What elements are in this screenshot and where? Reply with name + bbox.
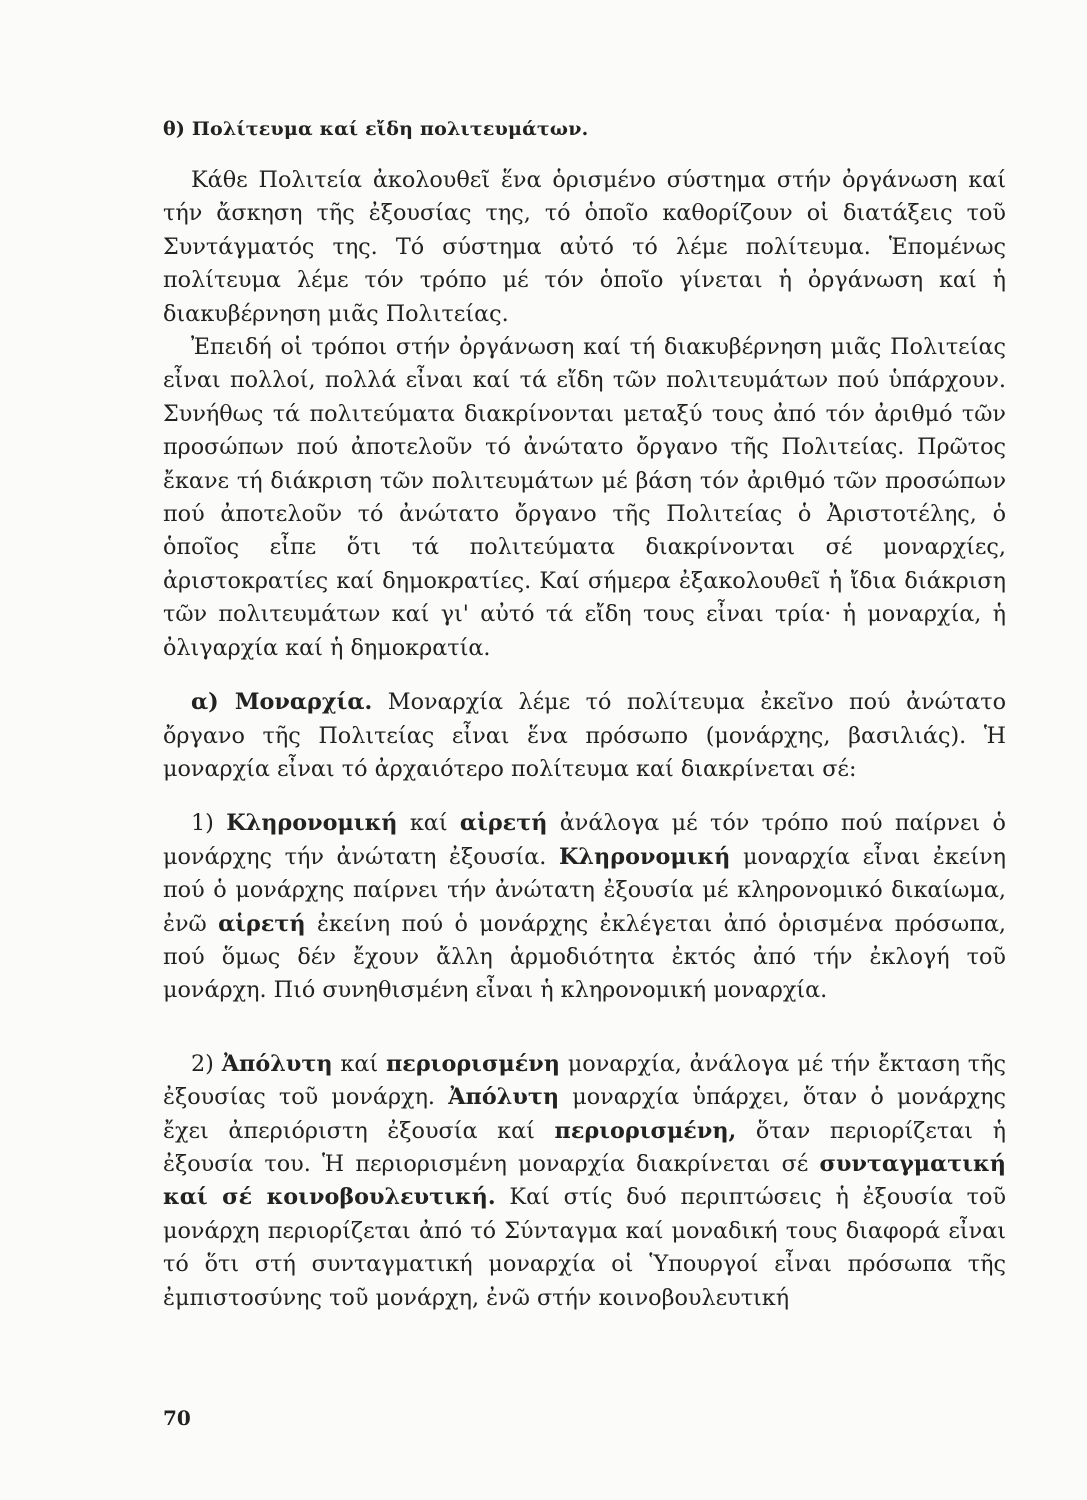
paragraph-monarchy (163, 686, 1006, 786)
page-number: 70 (163, 1406, 191, 1430)
paragraph-absolute-limited (163, 1048, 1006, 1315)
page-content (163, 118, 1006, 1315)
text-span: ἀνάλογα μέ τόν τρόπο πού παίρνει ὁ μονάρχης τήν ἀνώτατη ἐξουσία. (163, 810, 1006, 870)
term-absolute: Ἀπόλυτη (221, 1050, 333, 1077)
term-limited-2: περιορισμένη, (554, 1117, 737, 1144)
text-span: ἐκείνη πού ὁ μονάρχης ἐκλέγεται ἀπό ὁρισμένα πρόσωπα, πού ὅμως δέν ἔχουν ἄλλη ἁρμοδιότητα ἐκτός ἀπό τήν ἐκλογή τοῦ μονάρχη. Πιό συνηθισμένη εἶναι ἡ κληρονομική μοναρχία. (163, 910, 1006, 1004)
paragraph-definition: Κάθε Πολιτεία ἀκολουθεῖ ἕνα ὁρισμένο σύστημα στήν ὀργάνωση καί τήν ἄσκηση τῆς ἐξουσίας της, τό ὁποῖο καθορίζουν οἱ διατάξεις τοῦ Συντάγματός της. Τό σύστημα αὐτό τό λέμε πολίτευμα. Ἑπομένως πολίτευμα λέμε τόν τρόπο μέ τόν ὁποῖο γίνεται ἡ ὀργάνωση καί ἡ διακυβέρνηση μιᾶς Πολιτείας. (163, 167, 1006, 327)
term-elective-2: αἱρετή (218, 910, 306, 937)
monarchy-text: Μοναρχία λέμε τό πολίτευμα ἐκεῖνο πού ἀνώτατο ὄργανο τῆς Πολιτείας εἶναι ἕνα πρόσωπο (μονάρχης, βασιλιάς). Ἡ μοναρχία εἶναι τό ἀρχαιότερο πολίτευμα καί διακρίνεται σέ: (163, 689, 1007, 782)
text-span: καί (409, 810, 448, 837)
paragraph-types: Ἐπειδή οἱ τρόποι στήν ὀργάνωση καί τή διακυβέρνηση μιᾶς Πολιτείας εἶναι πολλοί, πολλά εἶναι καί τά εἴδη τῶν πολιτευμάτων πού ὑπάρχουν. Συνήθως τά πολιτεύματα διακρίνονται μεταξύ τους ἀπό τόν ἀριθμό τῶν προσώπων πού ἀποτελοῦν τό ἀνώτατο ὄργανο τῆς Πολιτείας. Πρῶτος ἔκανε τή διάκριση τῶν πολιτευμάτων μέ βάση τόν ἀριθμό τῶν προσώπων πού ἀποτελοῦν τό ἀνώτατο ὄργανο τῆς Πολιτείας ὁ Ἀριστοτέλης, ὁ ὁποῖος εἶπε ὅτι τά πολιτεύματα διακρίνονται σέ μοναρχίες, ἀριστοκρατίες καί δημοκρατίες. Καί σήμερα ἐξακολουθεῖ ἡ ἴδια διάκριση τῶν πολιτευμάτων καί γι' αὐτό τά εἴδη τους εἶναι τρία· ἡ μοναρχία, ἡ ὀλιγαρχία καί ἡ δημοκρατία. (163, 334, 1006, 661)
monarchy-label: α) Μοναρχία. (191, 689, 373, 716)
term-limited: περιορισμένη (385, 1050, 560, 1077)
text-span: Καί στίς δυό περιπτώσεις ἡ ἐξουσία τοῦ μονάρχη περιορίζεται ἀπό τό Σύνταγμα καί μοναδική τους διαφορά εἶναι τό ὅτι στή συνταγματική μοναρχία οἱ Ὑπουργοί εἶναι πρόσωπα τῆς ἐμπιστοσύνης τοῦ μονάρχη, ἐνῶ στήν κοινοβουλευτική (163, 1184, 1006, 1311)
text-span: μοναρχία, ἀνάλογα μέ τήν ἔκταση τῆς ἐξουσίας τοῦ μονάρχη. (163, 1050, 1006, 1111)
term-elective: αἱρετή (459, 810, 548, 837)
text-span: μοναρχία εἶναι ἐκείνη πού ὁ μονάρχης παίρνει τήν ἀνώτατη ἐξουσία μέ κληρονομικό δικαίωμα, ἐνῶ (163, 843, 1007, 937)
term-absolute-2: Ἀπόλυτη (448, 1084, 560, 1111)
paragraph-hereditary-elective (163, 807, 1006, 1007)
item-number-2: 2) (191, 1050, 214, 1077)
item-number-1: 1) (191, 810, 214, 837)
term-constitutional-parliamentary: συνταγματική καί σέ κοινοβουλευτική. (163, 1150, 1006, 1211)
text-span: καί (340, 1050, 379, 1077)
section-heading: θ) Πολίτευμα καί εἴδη πολιτευμάτων. (163, 118, 589, 140)
term-hereditary: Κληρονομική (226, 810, 398, 837)
term-hereditary-2: Κληρονομική (559, 843, 731, 870)
text-span: μοναρχία ὑπάρχει, ὅταν ὁ μονάρχης ἔχει ἀπεριόριστη ἐξουσία καί (163, 1084, 1007, 1144)
text-span: ὅταν περιορίζεται ἡ ἐξουσία του. Ἡ περιορισμένη μοναρχία διακρίνεται σέ (163, 1117, 1006, 1177)
